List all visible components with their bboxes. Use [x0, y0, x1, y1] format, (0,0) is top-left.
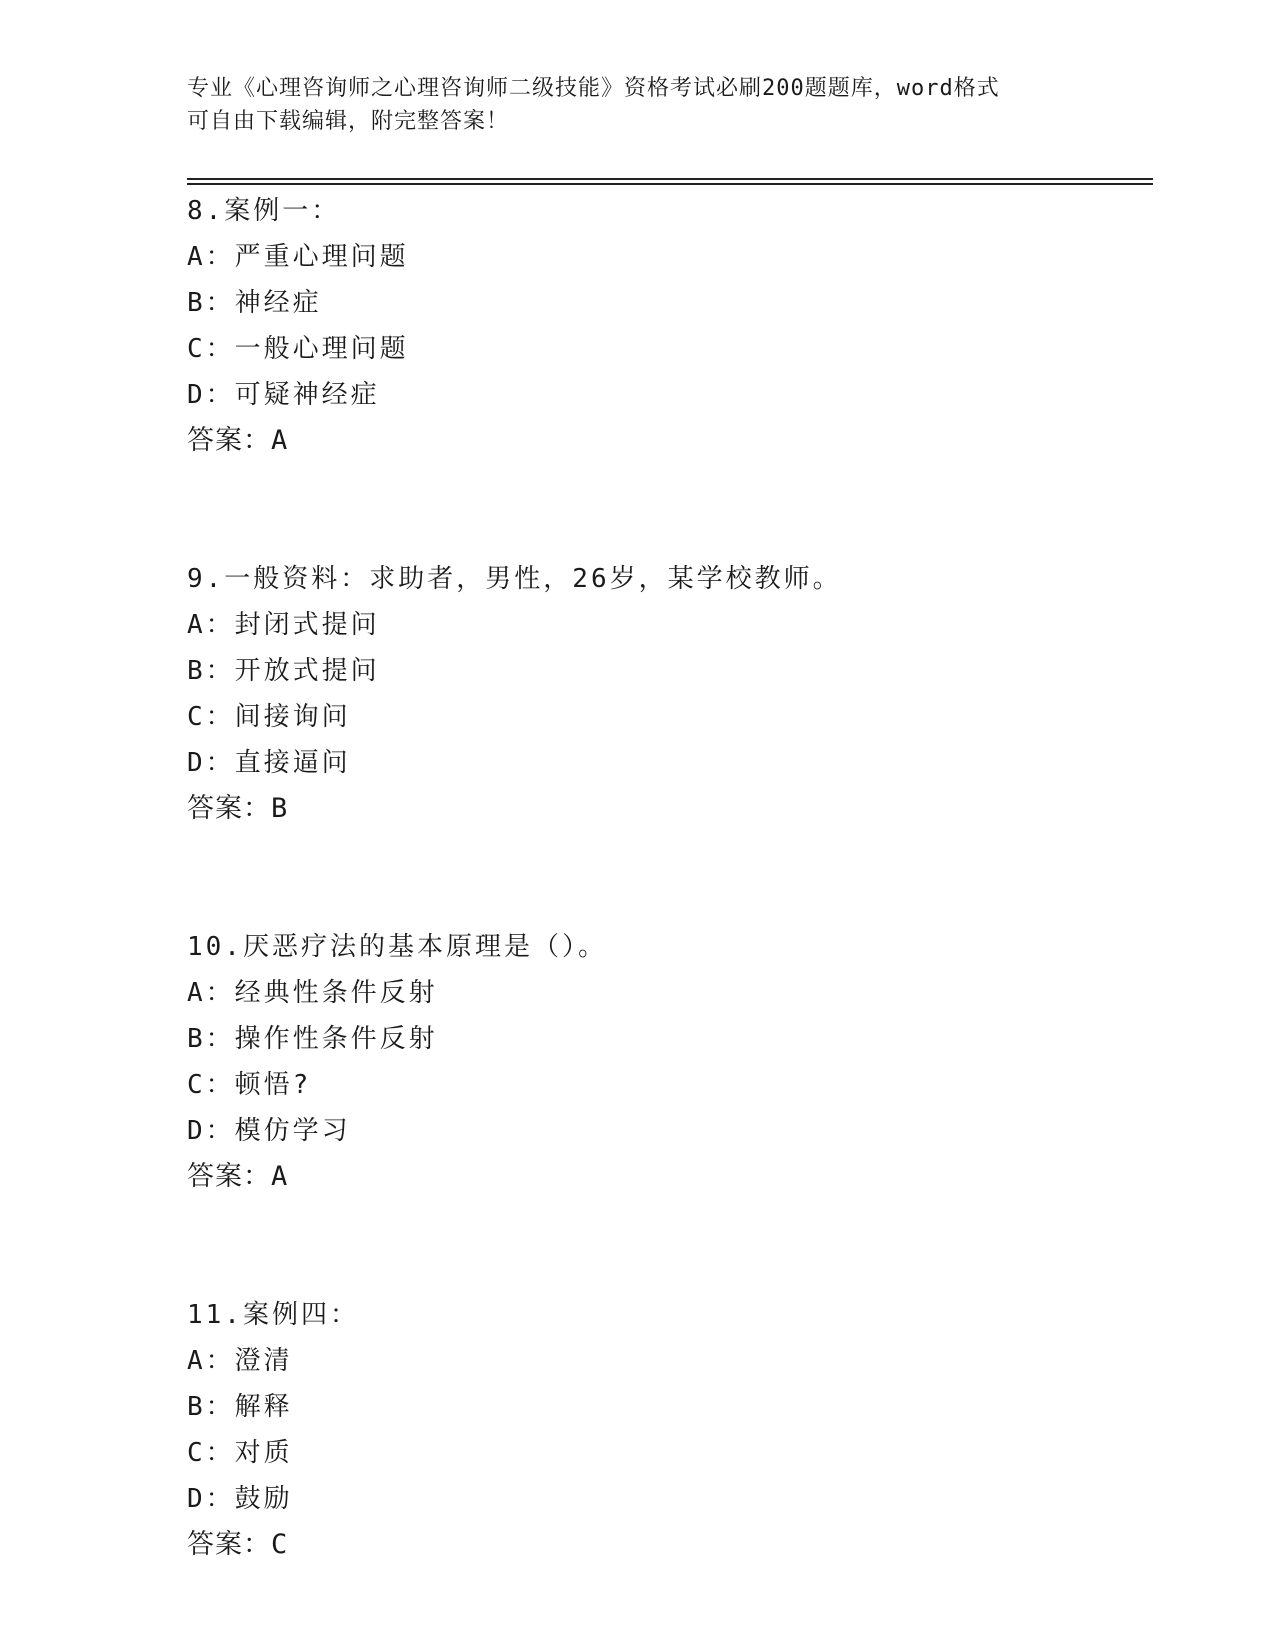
header-divider-top	[187, 178, 1153, 180]
option-c: C：间接询问	[187, 702, 351, 732]
option-c: C：一般心理问题	[187, 334, 409, 364]
option-b: B：操作性条件反射	[187, 1024, 438, 1054]
question-11	[187, 1292, 1153, 1568]
option-d: D：直接逼问	[187, 748, 351, 778]
option-d: D：模仿学习	[187, 1116, 351, 1146]
question-list	[187, 188, 1153, 1568]
option-b: B：开放式提问	[187, 656, 380, 686]
option-c: C：对质	[187, 1438, 293, 1468]
question-8	[187, 188, 1153, 464]
header-divider-bottom	[187, 183, 1153, 185]
question-stem: 8.案例一：	[187, 196, 341, 226]
option-a: A：严重心理问题	[187, 242, 409, 272]
header-line-2: 可自由下载编辑，附完整答案！	[187, 109, 510, 134]
answer: 答案：C	[187, 1529, 289, 1560]
question-gap	[187, 1200, 1153, 1292]
option-b: B：神经症	[187, 288, 322, 318]
option-a: A：封闭式提问	[187, 610, 380, 640]
question-9	[187, 556, 1153, 832]
answer: 答案：A	[187, 425, 289, 456]
document-header	[187, 72, 1087, 138]
question-stem: 10.厌恶疗法的基本原理是（）。	[187, 932, 607, 962]
question-gap	[187, 464, 1153, 556]
option-d: D：鼓励	[187, 1484, 293, 1514]
header-line-1: 专业《心理咨询师之心理咨询师二级技能》资格考试必刷200题题库，word格式	[187, 76, 1000, 101]
question-10	[187, 924, 1153, 1200]
option-b: B：解释	[187, 1392, 293, 1422]
question-stem: 11.案例四：	[187, 1300, 359, 1330]
question-gap	[187, 832, 1153, 924]
answer: 答案：B	[187, 793, 289, 824]
option-c: C：顿悟?	[187, 1070, 312, 1100]
option-a: A：澄清	[187, 1346, 293, 1376]
answer: 答案：A	[187, 1161, 289, 1192]
option-d: D：可疑神经症	[187, 380, 380, 410]
option-a: A：经典性条件反射	[187, 978, 438, 1008]
question-stem: 9.一般资料：求助者，男性，26岁，某学校教师。	[187, 564, 842, 594]
